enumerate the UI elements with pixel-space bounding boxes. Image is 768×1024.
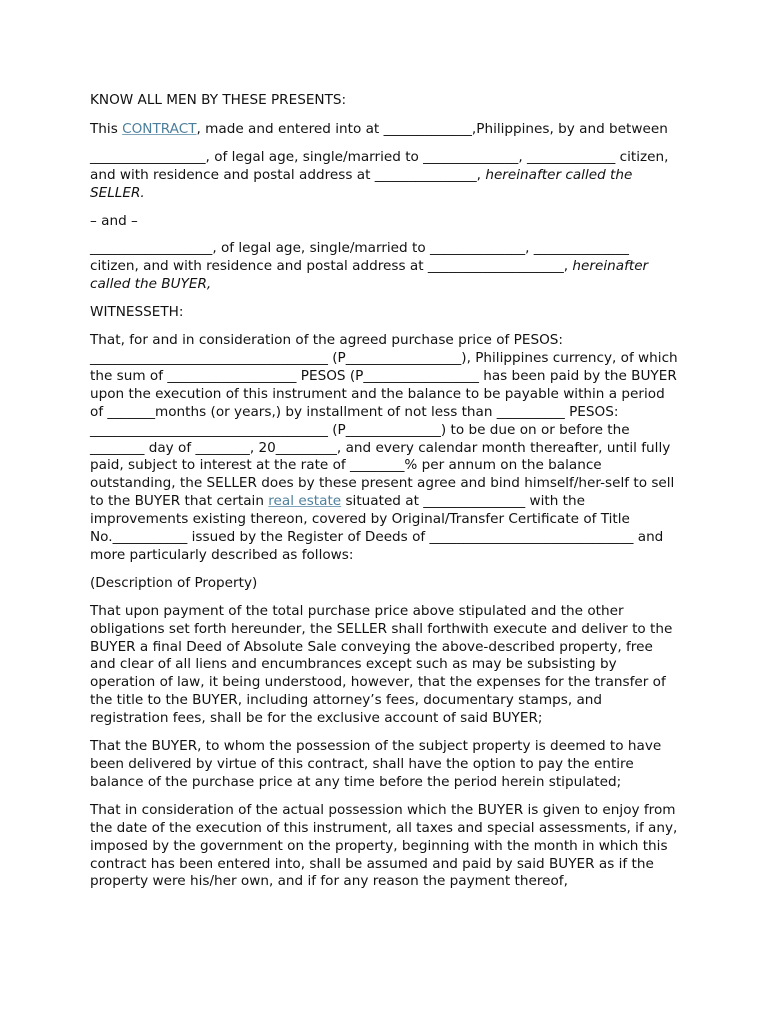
document-body [90, 92, 682, 901]
buyer-role: hereinafter called the BUYER, [90, 258, 649, 293]
intro-text-post: , made and entered into at _____________,Philippines, by and between [196, 120, 668, 137]
intro-paragraph [90, 121, 682, 139]
seller-role: hereinafter called the SELLER. [90, 166, 633, 201]
and-separator: – and – [90, 212, 138, 229]
real-estate-link[interactable]: real estate [268, 493, 342, 510]
possession-paragraph: That the BUYER, to whom the possession of the subject property is deemed to have been delivered by virtue of this contract, shall have the option to pay the entire balance of the purchase price at any time before the period herein stipulated; [90, 738, 662, 790]
consideration-text-1: That, for and in consideration of the agreed purchase price of PESOS: ___________________________________ (P_________________), Philippines currency, of which the sum of ___________________ PESOS (P_________________ has been paid by the BUYER upon the execution of this instrument and the balance to be payable within a period of _______months (or years,) by installment of not less than __________ PESOS: ___________________________________ (P______________) to be due on or before the ________ day of ________, 20_________, and every calendar month thereafter, until fully paid, subject to interest at the rate of ________% per annum on the balance outstanding, the SELLER does by these present agree and bind himself/her-self to sell to the BUYER that certain [90, 332, 678, 510]
property-description: (Description of Property) [90, 574, 258, 591]
buyer-paragraph [90, 240, 682, 294]
seller-paragraph [90, 149, 682, 203]
document-heading: KNOW ALL MEN BY THESE PRESENTS: [90, 92, 347, 108]
consideration-text-2: situated at _______________ with the improvements existing thereon, covered by Original/Transfer Certificate of Title No.___________ issued by the Register of Deeds of ______________________________ and more particularly described as follows: [90, 493, 664, 563]
intro-text-pre: This [90, 120, 123, 137]
seller-text: _________________, of legal age, single/married to ______________, _____________ citizen, and with residence and postal address at _______________, [90, 148, 669, 183]
witnesseth-heading: WITNESSETH: [90, 304, 184, 321]
contract-link[interactable]: CONTRACT [122, 120, 197, 137]
buyer-text: __________________, of legal age, single/married to ______________, ______________ citizen, and with residence and postal address at ____________________, [90, 240, 629, 275]
taxes-paragraph: That in consideration of the actual possession which the BUYER is given to enjoy from the date of the execution of this instrument, all taxes and special assessments, if any, imposed by the government on the property, beginning with the month in which this contract has been entered into, shall be assumed and paid by said BUYER as if the property were his/her own, and if for any reason the payment thereof, [90, 801, 678, 890]
consideration-paragraph [90, 332, 682, 565]
payment-paragraph: That upon payment of the total purchase price above stipulated and the other obligations set forth hereunder, the SELLER shall forthwith execute and deliver to the BUYER a final Deed of Absolute Sale conveying the above-described property, free and clear of all liens and encumbrances except such as may be subsisting by operation of law, it being understood, however, that the expenses for the transfer of the title to the BUYER, including attorney’s fees, documentary stamps, and registration fees, shall be for the exclusive account of said BUYER; [90, 602, 673, 727]
